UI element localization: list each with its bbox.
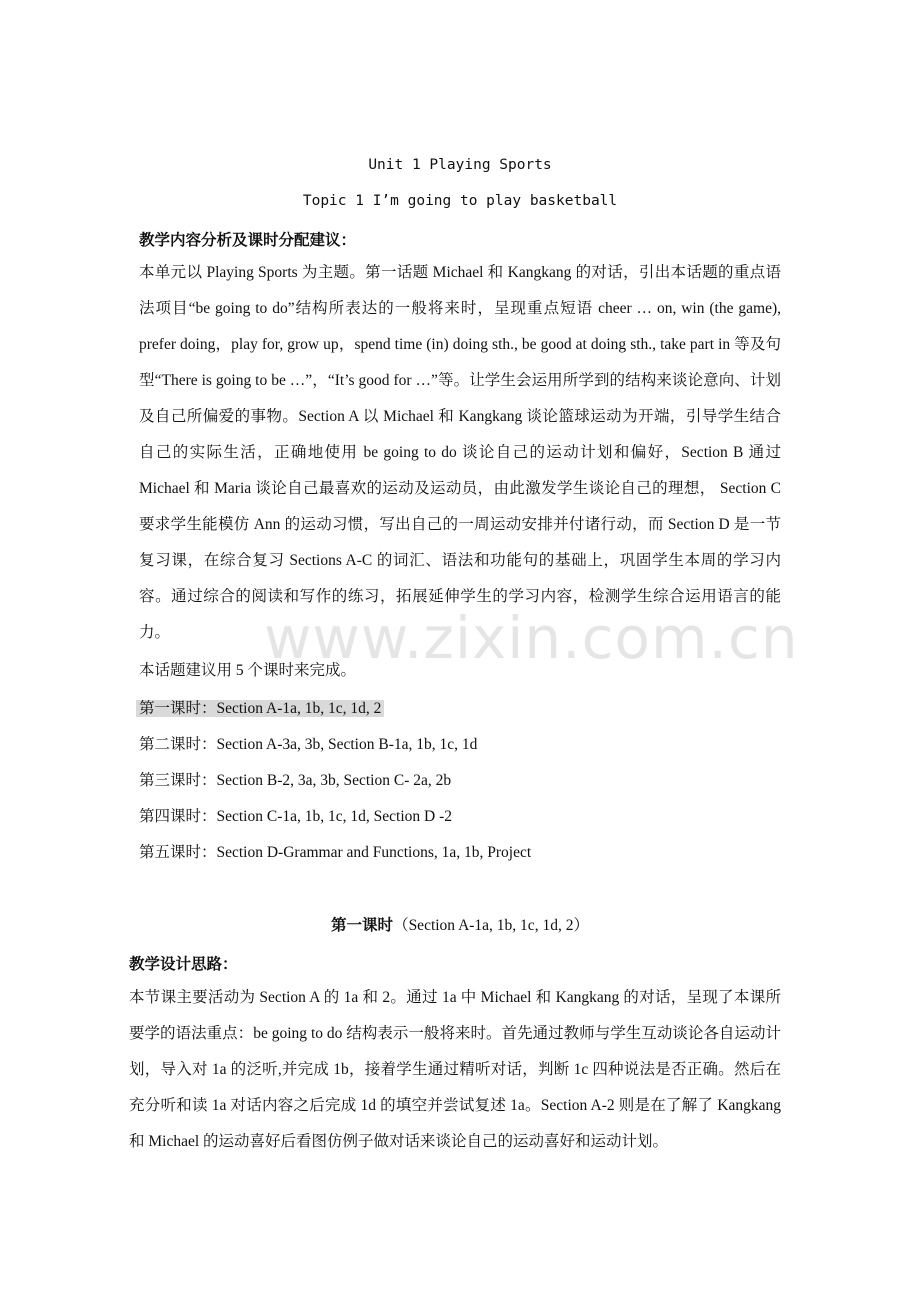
unit-title: Unit 1 Playing Sports: [368, 157, 552, 173]
design-idea-paragraph: 本节课主要活动为 Section A 的 1a 和 2。通过 1a 中 Michael 和 Kangkang 的对话，呈现了本课所要学的语法重点：be going to do 结构表示一般将来时。首先通过教师与学生互动谈论各自运动计划，导入对 1a 的泛听,并完成 1b，接着学生通过精听对话，判断 1c 四种说法是否正确。然后在充分听和读 1a 对话内容之后完成 1d 的填空并尝试复述 1a。Section A-2 则是在了解了 Kangkang 和 Michael 的运动喜好后看图仿例子做对话来谈论自己的运动喜好和运动计划。: [129, 989, 781, 1150]
period-1-highlight: 第一课时：Section A-1a, 1b, 1c, 1d, 2: [136, 700, 384, 717]
lesson-one-heading-sections: （Section A-1a, 1b, 1c, 1d, 2）: [393, 917, 589, 934]
period-list-item: 第四课时：Section C-1a, 1b, 1c, 1d, Section D -2: [139, 808, 452, 825]
topic-title: Topic 1 I’m going to play basketball: [302, 193, 618, 209]
period-suggestion: 本话题建议用 5 个课时来完成。: [139, 662, 357, 679]
design-idea-heading: 教学设计思路：: [129, 954, 238, 973]
period-list-item: 第三课时：Section B-2, 3a, 3b, Section C- 2a, 2b: [139, 772, 452, 789]
period-list-item: 第五课时：Section D-Grammar and Functions, 1a, 1b, Project: [139, 844, 532, 861]
content-analysis-heading: 教学内容分析及课时分配建议：: [139, 230, 357, 249]
period-list-item: 第二课时：Section A-3a, 3b, Section B-1a, 1b, 1c, 1d: [139, 736, 478, 753]
period-list-item: [136, 698, 384, 720]
watermark: www.zixin.com.cn: [264, 604, 799, 672]
lesson-one-heading: [0, 915, 920, 937]
lesson-one-heading-bold: 第一课时: [331, 917, 394, 934]
content-analysis-paragraph: 本单元以 Playing Sports 为主题。第一话题 Michael 和 Kangkang 的对话，引出本话题的重点语法项目“be going to do”结构所表达的一般将来时，呈现重点短语 cheer … on, win (the game), prefer doing，play for, grow up，spend time (in) doing sth., be good at doing sth., take part in 等及句型“There is going to be …”，“It’s good for …”等。让学生会运用所学到的结构来谈论意向、计划及自己所偏爱的事物。Section A 以 Michael 和 Kangkang 谈论篮球运动为开端，引导学生结合自己的实际生活，正确地使用 be going to do 谈论自己的运动计划和偏好，Section B 通过 Michael 和 Maria 谈论自己最喜欢的运动及运动员，由此激发学生谈论自己的理想， Section C 要求学生能模仿 Ann 的运动习惯，写出自己的一周运动安排并付诸行动，而 Section D 是一节复习课，在综合复习 Sections A-C 的词汇、语法和功能句的基础上，巩固学生本周的学习内容。通过综合的阅读和写作的练习，拓展延伸学生的学习内容，检测学生综合运用语言的能力。: [139, 264, 781, 641]
